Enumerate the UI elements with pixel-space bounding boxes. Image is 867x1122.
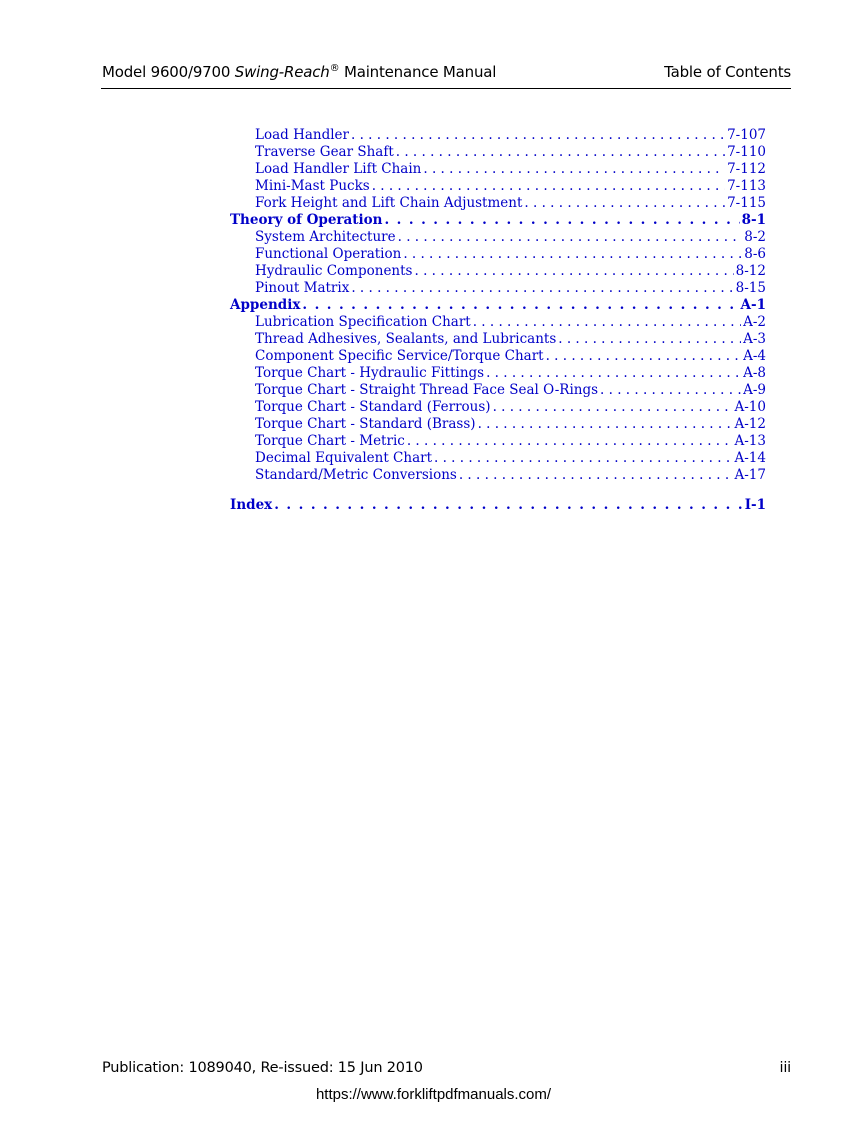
toc-entry-page[interactable]: A-10 (734, 399, 766, 415)
toc-section-entry[interactable] (230, 348, 766, 365)
toc-chapter-entry[interactable] (230, 212, 766, 229)
toc-leader-dots (302, 297, 738, 314)
toc-entry-page[interactable]: A-14 (734, 450, 766, 466)
toc-leader-dots (398, 229, 743, 246)
toc-section-entry[interactable] (230, 195, 766, 212)
toc-leader-dots (546, 348, 742, 365)
toc-spacer (230, 484, 766, 497)
manual-title-rest: Maintenance Manual (339, 63, 497, 81)
toc-entry-title[interactable]: Torque Chart - Metric (255, 433, 405, 449)
toc-leader-dots (384, 212, 739, 229)
toc-leader-dots (486, 365, 741, 382)
toc-entry-page[interactable]: 7-115 (727, 195, 766, 211)
source-url[interactable]: https://www.forkliftpdfmanuals.com/ (315, 1086, 552, 1103)
toc-entry-title[interactable]: Mini-Mast Pucks (255, 178, 370, 194)
toc-entry-page[interactable]: 8-15 (735, 280, 766, 296)
toc-entry-title[interactable]: Load Handler (255, 127, 349, 143)
toc-section-entry[interactable] (230, 365, 766, 382)
toc-section-entry[interactable] (230, 399, 766, 416)
toc-entry-page[interactable]: 7-112 (727, 161, 766, 177)
toc-entry-title[interactable]: Standard/Metric Conversions (255, 467, 457, 483)
toc-leader-dots (459, 467, 733, 484)
page-number: iii (779, 1060, 791, 1076)
toc-entry-title[interactable]: Torque Chart - Hydraulic Fittings (255, 365, 485, 381)
toc-section-entry[interactable] (230, 416, 766, 433)
page-footer (101, 1060, 791, 1080)
toc-entry-title[interactable]: Functional Operation (255, 246, 402, 262)
toc-entry-page[interactable]: 8-12 (735, 263, 766, 279)
toc-leader-dots (415, 263, 734, 280)
toc-entry-title[interactable]: Torque Chart - Straight Thread Face Seal O-Rings (255, 382, 599, 398)
toc-entry-title[interactable]: Lubrication Specification Chart (255, 314, 471, 330)
toc-entry-page[interactable]: A-12 (734, 416, 766, 432)
toc-entry-title[interactable]: Hydraulic Components (255, 263, 413, 279)
toc-leader-dots (274, 497, 742, 514)
toc-entry-title[interactable]: Load Handler Lift Chain (255, 161, 422, 177)
toc-entry-page[interactable]: A-8 (743, 365, 766, 381)
toc-chapter-entry[interactable] (230, 497, 766, 514)
toc-leader-dots (351, 127, 725, 144)
manual-title (102, 63, 496, 81)
toc-section-entry[interactable] (230, 246, 766, 263)
toc-entry-title[interactable]: Torque Chart - Standard (Ferrous) (255, 399, 491, 415)
toc-entry-page[interactable]: A-2 (743, 314, 766, 330)
toc-section-entry[interactable] (230, 144, 766, 161)
toc-section-entry[interactable] (230, 161, 766, 178)
toc-entry-title[interactable]: Theory of Operation (230, 212, 383, 228)
toc-leader-dots (396, 144, 725, 161)
toc-entry-page[interactable]: I-1 (744, 497, 766, 513)
toc-leader-dots (407, 433, 733, 450)
toc-leader-dots (351, 280, 733, 297)
toc-section-entry[interactable] (230, 229, 766, 246)
toc-leader-dots (434, 450, 732, 467)
toc-entry-page[interactable]: A-17 (734, 467, 766, 483)
toc-entry-page[interactable]: 8-2 (744, 229, 766, 245)
toc-leader-dots (403, 246, 742, 263)
toc-leader-dots (372, 178, 725, 195)
toc-section-entry[interactable] (230, 263, 766, 280)
toc-entry-title[interactable]: Component Specific Service/Torque Chart (255, 348, 544, 364)
toc-leader-dots (558, 331, 741, 348)
publication-info: Publication: 1089040, Re-issued: 15 Jun 2010 (102, 1060, 423, 1076)
toc-chapter-entry[interactable] (230, 297, 766, 314)
toc-leader-dots (600, 382, 741, 399)
toc-entry-title[interactable]: Fork Height and Lift Chain Adjustment (255, 195, 523, 211)
toc-entry-title[interactable]: Index (230, 497, 273, 513)
page-header (101, 60, 791, 89)
toc-entry-title[interactable]: Appendix (230, 297, 301, 313)
toc-entry-title[interactable]: Torque Chart - Standard (Brass) (255, 416, 476, 432)
toc-entry-page[interactable]: A-1 (740, 297, 766, 313)
toc-entry-title[interactable]: Decimal Equivalent Chart (255, 450, 433, 466)
toc-entry-title[interactable]: Thread Adhesives, Sealants, and Lubricants (255, 331, 557, 347)
toc-entry-page[interactable]: 7-110 (727, 144, 766, 160)
toc-section-entry[interactable] (230, 127, 766, 144)
toc-entry-page[interactable]: A-4 (743, 348, 766, 364)
section-title: Table of Contents (664, 63, 791, 81)
toc-section-entry[interactable] (230, 467, 766, 484)
toc-entry-title[interactable]: Traverse Gear Shaft (255, 144, 394, 160)
toc-section-entry[interactable] (230, 382, 766, 399)
toc-entry-page[interactable]: A-9 (743, 382, 766, 398)
toc-leader-dots (473, 314, 741, 331)
toc-entry-title[interactable]: System Architecture (255, 229, 396, 245)
toc-section-entry[interactable] (230, 331, 766, 348)
toc-leader-dots (478, 416, 733, 433)
toc-section-entry[interactable] (230, 280, 766, 297)
toc-leader-dots (493, 399, 733, 416)
toc-section-entry[interactable] (230, 433, 766, 450)
toc-section-entry[interactable] (230, 178, 766, 195)
toc-entry-page[interactable]: A-13 (734, 433, 766, 449)
toc-leader-dots (524, 195, 725, 212)
toc-leader-dots (423, 161, 725, 178)
toc-entry-page[interactable]: 7-107 (727, 127, 766, 143)
registered-mark: ® (329, 63, 340, 74)
toc-section-entry[interactable] (230, 314, 766, 331)
table-of-contents (230, 127, 766, 514)
product-name: Swing-Reach (234, 63, 330, 81)
toc-entry-page[interactable]: A-3 (743, 331, 766, 347)
toc-entry-page[interactable]: 8-6 (744, 246, 766, 262)
toc-section-entry[interactable] (230, 450, 766, 467)
model-text: Model 9600/9700 (102, 63, 235, 81)
toc-entry-title[interactable]: Pinout Matrix (255, 280, 350, 296)
toc-entry-page[interactable]: 8-1 (741, 212, 766, 228)
toc-entry-page[interactable]: 7-113 (727, 178, 766, 194)
